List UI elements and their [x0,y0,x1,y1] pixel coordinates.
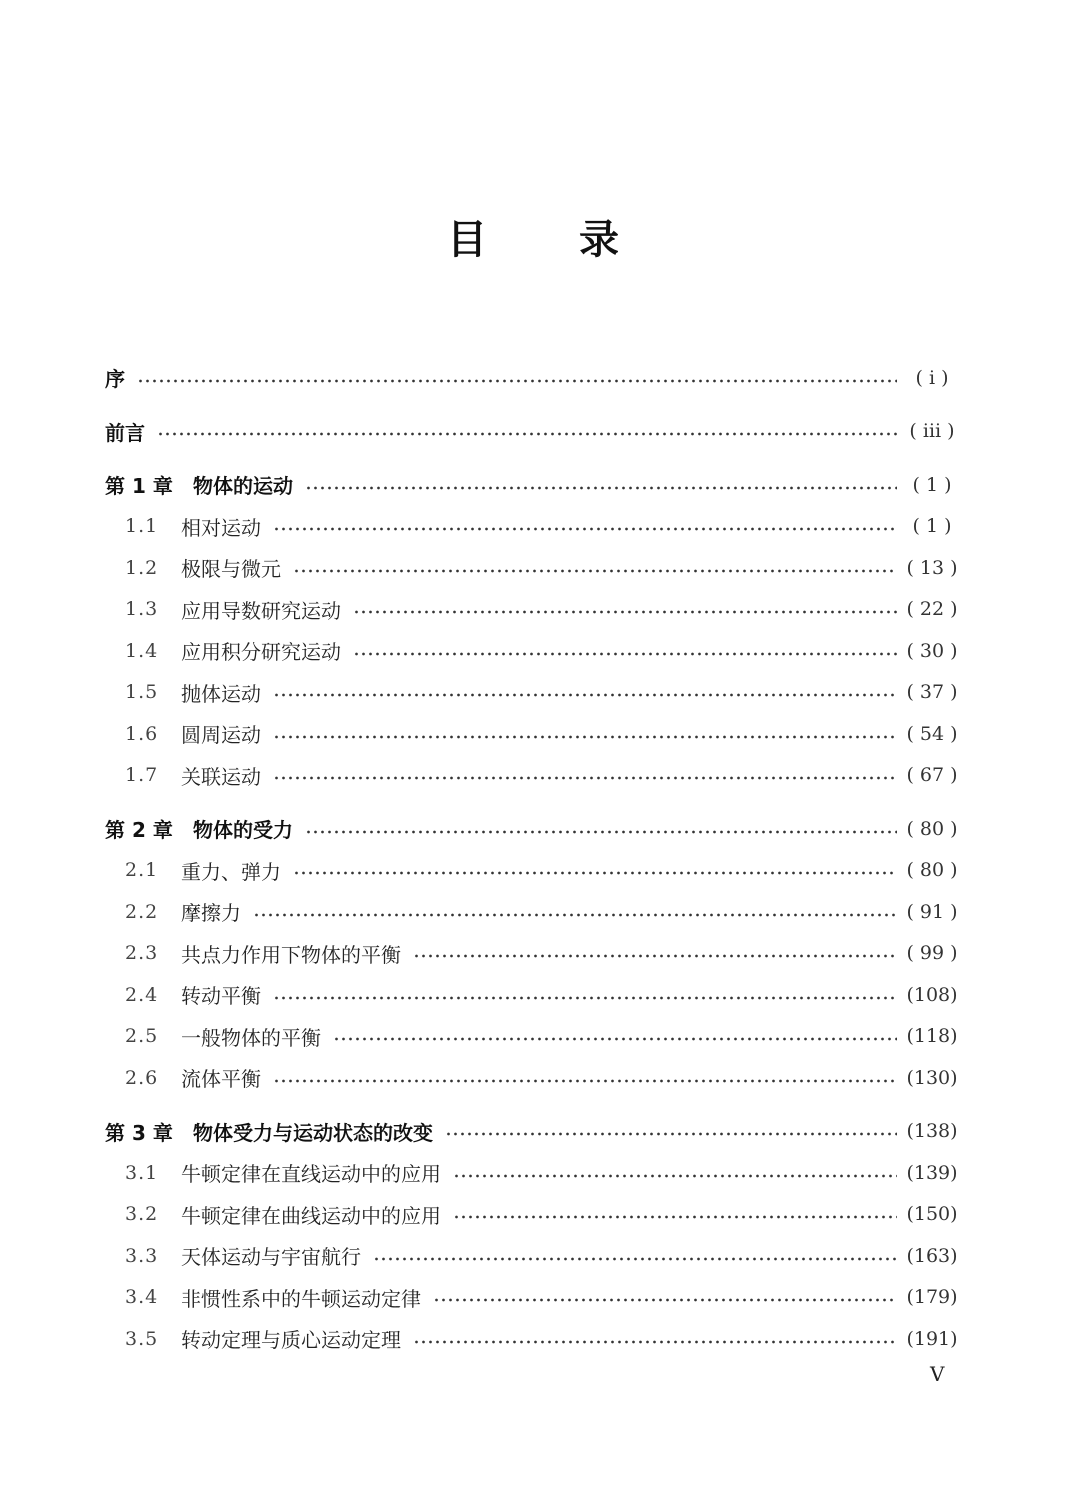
chapter-label: 第 2 章 [105,818,173,843]
dot-leader [445,1132,897,1136]
dot-leader [305,830,897,834]
dot-leader [273,735,897,739]
page-ref: ( ⅰ ) [915,366,949,389]
page-ref: ( 91 ) [906,900,958,923]
toc-section-2-6 [105,1057,962,1099]
page-ref: (191) [906,1327,958,1350]
toc-chapter-2 [105,808,962,850]
dot-leader [413,1340,897,1344]
toc-section-2-4 [105,974,962,1016]
page-ref: ( 22 ) [906,598,958,621]
section-number: 2.3 [125,942,159,965]
toc-section-2-5 [105,1016,962,1058]
toc-section-3-5 [105,1318,962,1360]
page-ref: (108) [906,983,958,1006]
dot-leader [413,954,897,958]
page-ref: ( 1 ) [912,473,952,496]
toc-section-1-7 [105,755,962,797]
toc-entry-foreword [105,357,962,399]
toc-section-1-4 [105,630,962,672]
section-title: 相对运动 [181,515,261,540]
section-title: 流体平衡 [181,1067,261,1092]
section-title: 非惯性系中的牛顿运动定律 [181,1286,421,1311]
page-ref: (138) [906,1120,958,1143]
section-title: 极限与微元 [181,557,281,582]
chapter-title: 物体的运动 [193,474,293,499]
dot-leader [453,1174,897,1178]
section-number: 3.5 [125,1327,159,1350]
toc-section-3-2 [105,1194,962,1236]
section-title: 转动定理与质心运动定理 [181,1328,401,1353]
page-ref: ( 37 ) [906,681,958,704]
dot-leader [157,432,897,436]
entry-title: 序 [105,367,125,392]
section-number: 1.5 [125,681,159,704]
section-number: 1.7 [125,764,159,787]
dot-leader [433,1298,897,1302]
page-ref: (130) [906,1066,958,1089]
section-number: 1.2 [125,556,159,579]
section-number: 1.4 [125,639,159,662]
section-title: 天体运动与宇宙航行 [181,1245,361,1270]
dot-leader [353,652,897,656]
toc-section-3-3 [105,1235,962,1277]
chapter-title: 物体受力与运动状态的改变 [193,1120,433,1145]
page-ref: (150) [906,1203,958,1226]
toc-section-2-1 [105,850,962,892]
page-ref: ( 80 ) [906,817,958,840]
chapter-label: 第 1 章 [105,474,173,499]
section-number: 1.6 [125,722,159,745]
toc-entry-preface [105,411,962,453]
toc-section-1-6 [105,713,962,755]
page-ref: ( 80 ) [906,859,958,882]
section-number: 2.1 [125,859,159,882]
section-title: 应用导数研究运动 [181,598,341,623]
section-number: 3.3 [125,1244,159,1267]
page-ref: ( 30 ) [906,639,958,662]
dot-leader [453,1215,897,1219]
page-ref: ( ⅲ ) [909,420,955,443]
section-title: 抛体运动 [181,681,261,706]
toc-chapter-1 [105,464,962,506]
section-title: 牛顿定律在曲线运动中的应用 [181,1203,441,1228]
section-number: 2.4 [125,983,159,1006]
toc-section-3-4 [105,1277,962,1319]
chapter-label: 第 3 章 [105,1120,173,1145]
dot-leader [273,693,897,697]
page-ref: ( 54 ) [906,722,958,745]
dot-leader [253,913,897,917]
section-number: 1.1 [125,515,159,538]
page-number: Ⅴ [930,1362,945,1386]
entry-title: 前言 [105,420,145,445]
section-number: 1.3 [125,598,159,621]
dot-leader [305,486,897,490]
page-ref: (139) [906,1161,958,1184]
toc-section-1-1 [105,506,962,548]
section-title: 摩擦力 [181,901,241,926]
dot-leader [273,527,897,531]
toc-section-1-3 [105,589,962,631]
section-title: 共点力作用下物体的平衡 [181,942,401,967]
dot-leader [293,871,897,875]
toc-section-3-1 [105,1152,962,1194]
chapter-title: 物体的受力 [193,818,293,843]
section-title: 重力、弹力 [181,859,281,884]
dot-leader [273,996,897,1000]
dot-leader [137,379,897,383]
section-number: 2.2 [125,900,159,923]
page-title: 目录 [447,217,711,263]
table-of-contents [105,345,962,1360]
section-title: 一般物体的平衡 [181,1025,321,1050]
dot-leader [273,1079,897,1083]
toc-section-1-2 [105,547,962,589]
section-number: 3.2 [125,1203,159,1226]
toc-section-2-3 [105,933,962,975]
section-title: 转动平衡 [181,984,261,1009]
section-number: 2.6 [125,1066,159,1089]
section-title: 应用积分研究运动 [181,640,341,665]
section-number: 3.1 [125,1161,159,1184]
page-ref: (118) [906,1025,958,1048]
section-title: 关联运动 [181,764,261,789]
section-title: 圆周运动 [181,723,261,748]
toc-section-1-5 [105,672,962,714]
page-ref: (179) [906,1286,958,1309]
page-ref: ( 13 ) [906,556,958,579]
toc-chapter-3 [105,1111,962,1153]
page-ref: ( 1 ) [912,515,952,538]
dot-leader [373,1257,897,1261]
page-ref: ( 67 ) [906,764,958,787]
page-ref: (163) [906,1244,958,1267]
dot-leader [333,1037,897,1041]
dot-leader [353,610,897,614]
section-title: 牛顿定律在直线运动中的应用 [181,1162,441,1187]
section-number: 3.4 [125,1286,159,1309]
toc-section-2-2 [105,891,962,933]
dot-leader [273,776,897,780]
page-ref: ( 99 ) [906,942,958,965]
dot-leader [293,569,897,573]
section-number: 2.5 [125,1025,159,1048]
